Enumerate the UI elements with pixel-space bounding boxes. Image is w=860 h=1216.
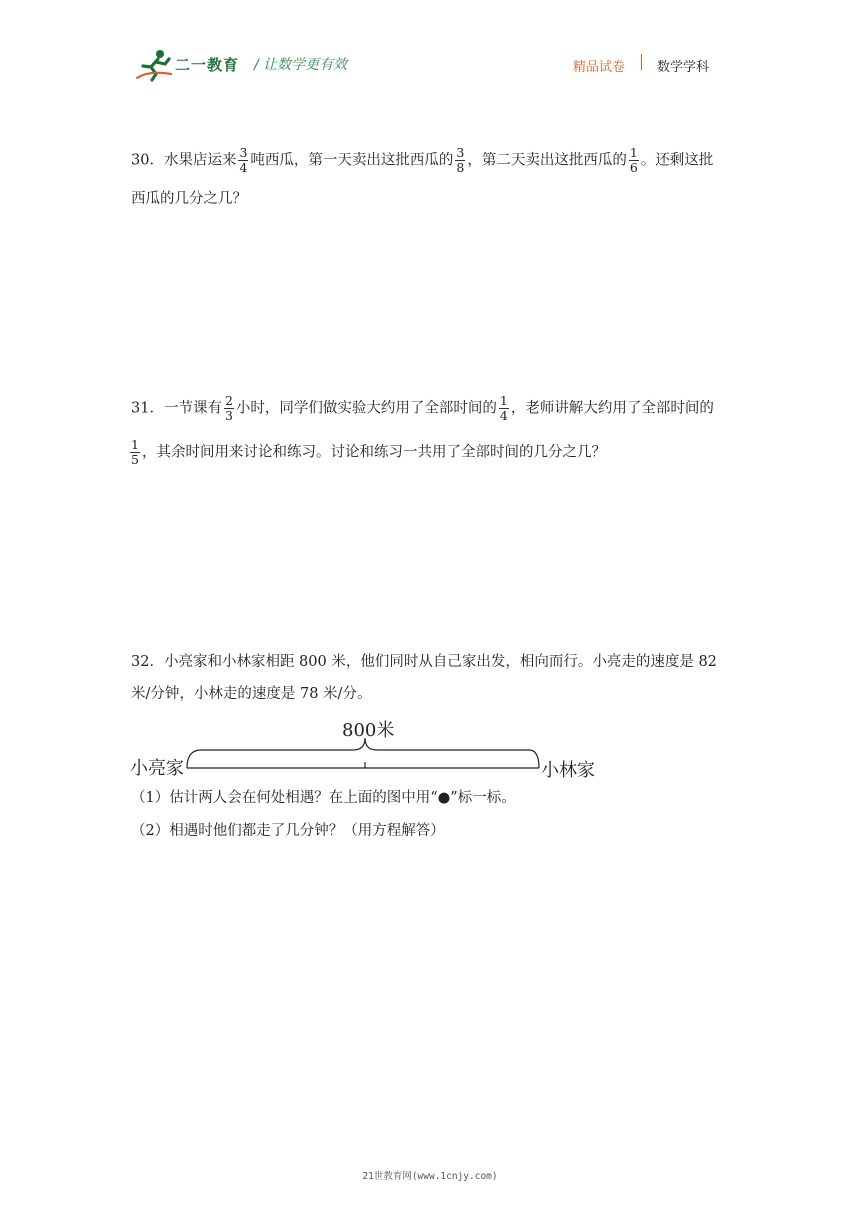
fraction-denominator: 4 (239, 160, 248, 175)
fraction (130, 438, 140, 467)
question-32-line-1: 32．小亮家和小林家相距 800 米，他们同时从自己家出发，相向而行。小亮走的速度是 82 (131, 654, 717, 670)
runner-logo-icon (135, 48, 175, 82)
distance-label: 800米 (342, 720, 395, 741)
q30-text-4: 。还剩这批 (640, 152, 714, 169)
fraction-numerator: 1 (499, 393, 508, 408)
q30-text-2: 吨西瓜，第一天卖出这批西瓜的 (250, 152, 454, 169)
footer-source: 21世教育网(www.1cnjy.com) (362, 1171, 498, 1182)
fraction (629, 146, 639, 175)
fraction (238, 146, 248, 175)
question-31-line-2 (128, 438, 606, 467)
fraction-denominator: 3 (224, 408, 233, 423)
question-32-line-2: 米/分钟，小林走的速度是 78 米/分。 (131, 686, 372, 702)
q31-text-4: ，其余时间用来讨论和练习。讨论和练习一共用了全部时间的几分之几？ (141, 444, 606, 461)
q31-text-2: 小时，同学们做实验大约用了全部时间的 (235, 400, 497, 417)
distance-brace-diagram (183, 734, 543, 774)
fraction-numerator: 3 (456, 145, 465, 160)
left-home-label: 小亮家 (130, 758, 184, 779)
fraction (499, 394, 509, 423)
distance-brace (187, 738, 539, 768)
fraction-denominator: 6 (629, 160, 638, 175)
right-home-label: 小林家 (541, 760, 595, 781)
question-30-line-1 (131, 146, 713, 175)
logo (135, 48, 245, 82)
logo-text: 二一教育 (175, 56, 240, 74)
fraction-numerator: 1 (629, 145, 638, 160)
fraction (455, 146, 465, 175)
q30-text-3: ，第二天卖出这批西瓜的 (467, 152, 627, 169)
q31-text-3: ，老师讲解大约用了全部时间的 (510, 400, 714, 417)
fraction-denominator: 4 (499, 408, 508, 423)
fraction-numerator: 1 (131, 437, 139, 452)
sub-question-1: （1）估计两人会在何处相遇？在上面的图中用“●”标一标。 (131, 790, 516, 806)
fraction-denominator: 8 (456, 160, 465, 175)
sub-question-2: （2）相遇时他们都走了几分钟？（用方程解答） (131, 823, 445, 839)
fraction (224, 394, 234, 423)
fraction-numerator: 2 (224, 393, 233, 408)
q30-text-1: 30．水果店运来 (131, 152, 237, 169)
header-slogan: / 让数学更有效 (254, 57, 348, 73)
question-30-line-2: 西瓜的几分之几？ (131, 191, 247, 207)
header-quality-label: 精品试卷 (573, 60, 626, 75)
header-subject-label: 数学学科 (657, 60, 710, 75)
fraction-denominator: 5 (131, 452, 139, 467)
question-31-line-1 (131, 394, 714, 423)
q31-text-1: 31．一节课有 (131, 400, 222, 417)
header-divider (641, 54, 642, 70)
fraction-numerator: 3 (239, 145, 248, 160)
